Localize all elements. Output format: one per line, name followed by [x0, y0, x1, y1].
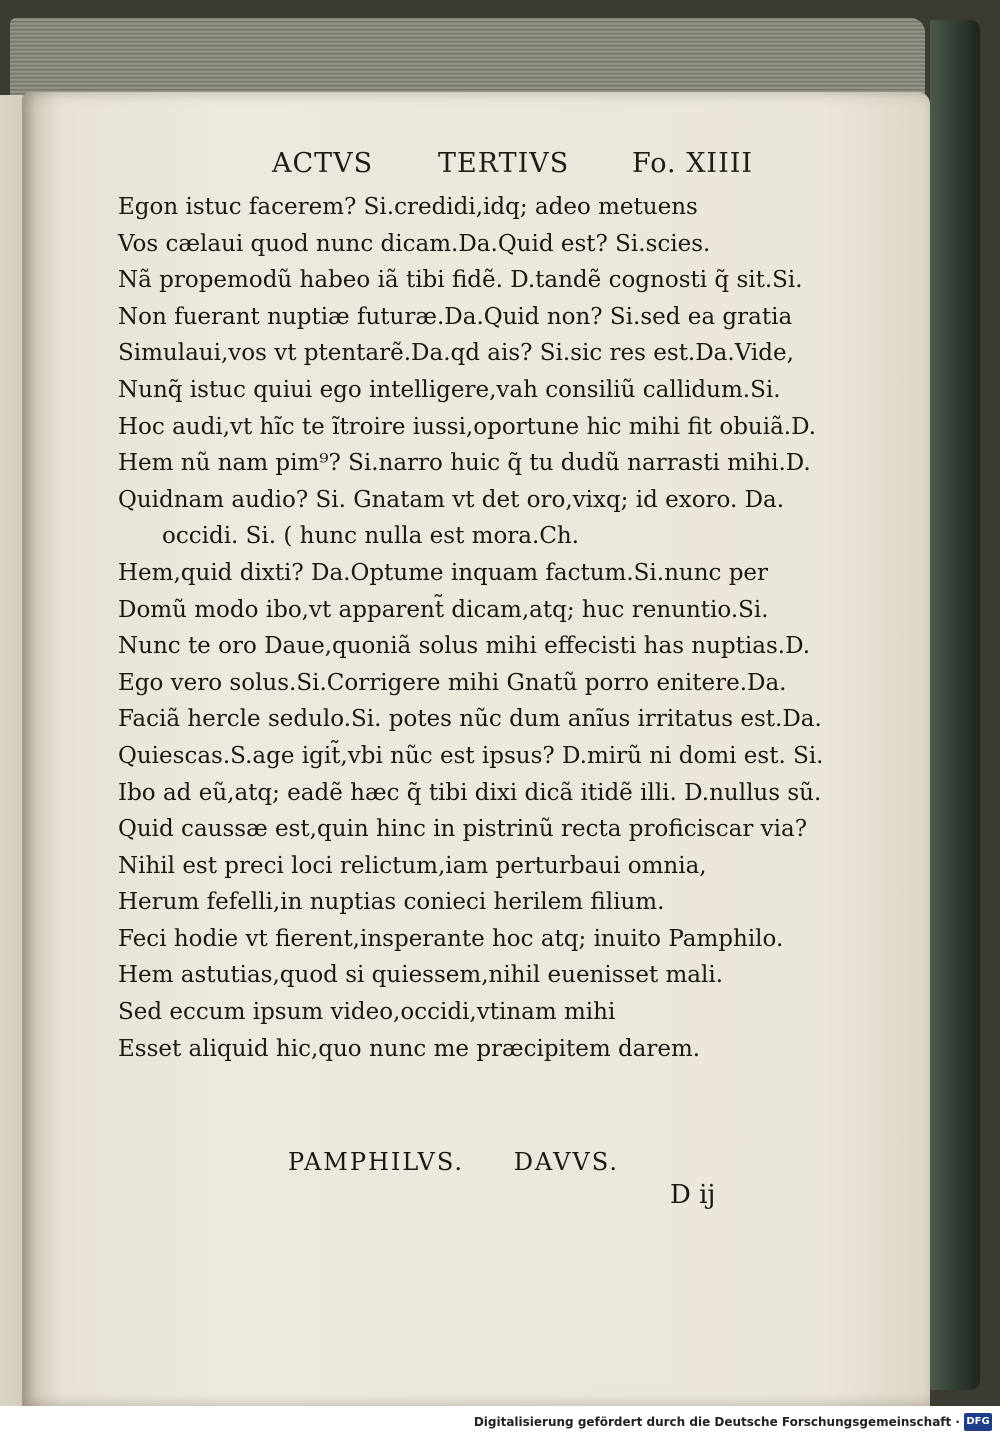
text-line: Quidnam audio? Si. Gnatam vt det oro,vixq; id exoro. Da. — [118, 486, 785, 513]
text-line: Hem,quid dixti? Da.Optume inquam factum.Si.nunc per — [118, 559, 769, 586]
text-line: Feci hodie vt fierent,insperante hoc atq; inuito Pamphilo. — [118, 925, 784, 952]
running-head-number: TERTIVS — [438, 148, 570, 179]
text-line: Hoc audi,vt hĩc te ĩtroire iussi,oportune hic mihi fit obuiã.D. — [118, 413, 817, 440]
text-line: Egon istuc facerem? Si.credidi,idq; adeo metuens — [118, 194, 698, 220]
dfg-logo-icon: DFG — [964, 1413, 992, 1431]
text-line: Quiescas.S.age igit̃,vbi nũc est ipsus? D.mirũ ni domi est. Si. — [118, 742, 824, 769]
footer-bar — [0, 1406, 1000, 1439]
text-line: Sed eccum ipsum video,occidi,vtinam mihi — [118, 999, 616, 1026]
text-line: Nunq̃ istuc quiui ego intelligere,vah consiliũ callidum.Si. — [118, 376, 781, 403]
book-cover — [930, 20, 980, 1390]
text-line: Nã propemodũ habeo iã tibi fidẽ. D.tandẽ cognosti q̃ sit.Si. — [118, 267, 803, 294]
text-line: Herum fefelli,in nuptias conieci herilem filium. — [118, 889, 665, 916]
speaker-name: PAMPHILVS. — [288, 1148, 465, 1176]
signature-mark: D ij — [670, 1180, 716, 1210]
book-top-edge — [10, 18, 925, 100]
text-line: occidi. Si. ( hunc nulla est mora.Ch. — [162, 523, 580, 550]
text-line: Vos cælaui quod nunc dicam.Da.Quid est? Si.scies. — [118, 230, 711, 257]
funding-credit: Digitalisierung gefördert durch die Deutsche Forschungsgemeinschaft · — [473, 1415, 960, 1429]
text-line: Hem astutias,quod si quiessem,nihil euenisset mali. — [118, 962, 724, 989]
text-line: Ego vero solus.Si.Corrigere mihi Gnatũ porro enitere.Da. — [118, 669, 787, 696]
speaker-heading — [288, 1148, 659, 1176]
text-line: Esset aliquid hic,quo nunc me præcipitem darem. — [118, 1035, 701, 1062]
text-line: Ibo ad eũ,atq; eadẽ hæc q̃ tibi dixi dicã itidẽ illi. D.nullus sũ. — [118, 779, 822, 806]
text-line: Quid caussæ est,quin hinc in pistrinũ recta proficiscar via? — [118, 816, 808, 843]
text-line: Non fuerant nuptiæ futuræ.Da.Quid non? Si.sed ea gratia — [118, 303, 793, 330]
text-line: Nunc te oro Daue,quoniã solus mihi effecisti has nuptias.D. — [118, 633, 811, 660]
text-line: Domũ modo ibo,vt apparent̃ dicam,atq; huc renuntio.Si. — [118, 596, 769, 623]
text-line: Hem nũ nam pim⁹? Si.narro huic q̃ tu dudũ narrasti mihi.D. — [118, 450, 811, 477]
speaker-name: DAVVS. — [513, 1148, 619, 1176]
text-line: Nihil est preci loci relictum,iam perturbaui omnia, — [118, 852, 707, 879]
folio-number: Fo. XIIII — [632, 148, 754, 179]
running-header — [0, 148, 1000, 188]
text-line: Simulaui,vos vt ptentarẽ.Da.qd ais? Si.sic res est.Da.Vide, — [118, 340, 794, 367]
text-line: Faciã hercle sedulo.Si. potes nũc dum anĩus irritatus est.Da. — [118, 706, 822, 733]
running-head-act: ACTVS — [272, 148, 374, 179]
text-block — [118, 189, 838, 1067]
